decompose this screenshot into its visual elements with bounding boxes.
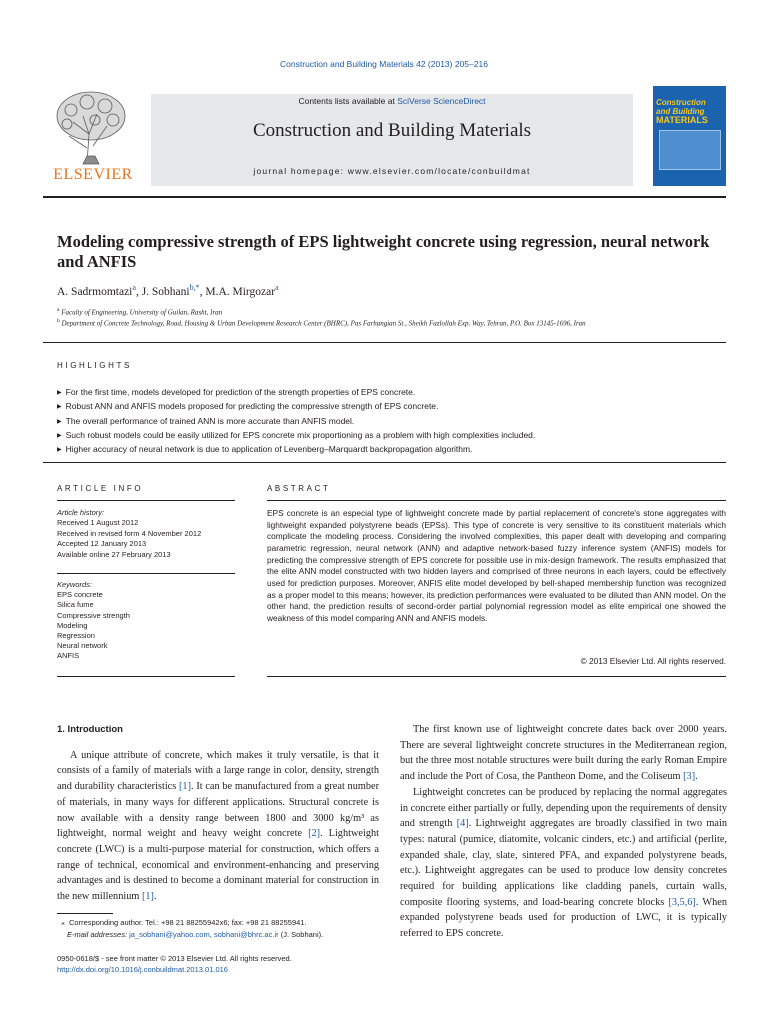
email-note [57,929,379,941]
reference-link[interactable]: [3,5,6] [668,896,696,908]
elsevier-logo[interactable] [43,86,139,186]
cover-artwork [659,130,721,170]
email-separator: , [209,929,214,939]
abstract-heading: ABSTRACT [267,484,331,493]
keyword: Neural network [57,641,108,651]
bottom-meta [57,953,379,975]
keywords-rule [57,573,235,574]
journal-homepage[interactable]: journal homepage: www.elsevier.com/locate/conbuildmat [253,166,531,176]
cover-title-line-1: Construction [656,98,706,107]
author-separator: , [199,285,206,298]
author-affil-mark[interactable]: b,* [189,283,200,292]
footnote-rule [57,913,113,914]
author-affil-mark[interactable]: a [275,283,279,292]
history-accepted: Accepted 12 January 2013 [57,539,147,549]
highlight-item: ▶ Robust ANN and ANFIS models proposed for predicting the compressive strength of EPS concrete. [57,400,727,414]
elsevier-tree-icon [43,86,139,166]
text-run: The first known use of lightweight concrete dates back over 2000 years. There are several lightweight concrete structures in the Mediterranean region, but the three most notable structures were built during the early Roman Empire and include the Port of Cosa, the Pantheon Dome, and the Coliseum [400,724,727,783]
history-label: Article history: [57,508,105,517]
journal-banner [43,86,726,188]
journal-citation[interactable]: Construction and Building Materials 42 (2013) 205–216 [280,59,488,69]
footnote-star: ⁎ [61,918,65,927]
email-link[interactable]: sobhani@bhrc.ac.ir [213,929,279,939]
history-revised: Received in revised form 4 November 2012 [57,528,202,538]
author-separator: , [135,285,142,298]
body-right-column [400,722,727,942]
highlight-item: ▶ Higher accuracy of neural network is due to application of Levenberg–Marquardt backpropagation algorithm. [57,443,727,457]
highlight-item: ▶ Such robust models could be easily utilized for EPS concrete mix proportioning as a problem with high complexities included. [57,429,727,443]
reference-link[interactable]: [1] [179,781,192,793]
text-run: . It can be manufactured from a great number of materials, in many ways for different applications. Structural concrete is now available with a density range between 1800 and 3000 kg/m³ as lightweight, normal weight and heavy weight concrete [57,781,379,840]
cover-title [656,98,724,125]
article-info-heading: ARTICLE INFO [57,484,144,493]
text-run: . [153,891,157,903]
abstract-rule [267,500,726,501]
keywords-list [57,580,237,662]
text-run: . Lightweight concrete (LWC) is a multi-purpose material for construction, which offers a range of technical, economical and environment-enhancing and preserving advantages and is destined to become a dominant material for construction in the new millennium [57,828,379,903]
journal-name: Construction and Building Materials [252,120,532,141]
text-run: A unique attribute of concrete, which makes it truly versatile, is that it consists of a family of materials with a large range in color, density, strength and durability characteristics [57,749,379,793]
section-heading-introduction: 1. Introduction [57,724,123,735]
affiliation-text: Faculty of Engineering, University of Guilan, Rasht, Iran [61,308,223,317]
article-info-rule [57,500,235,501]
affiliation-mark: b [57,318,60,324]
keyword: ANFIS [57,651,80,661]
footnote-text: Corresponding author. Tel.: +98 21 88255942x6; fax: +98 21 88255941. [69,918,307,927]
keyword: EPS concrete [57,590,103,600]
sciencedirect-link[interactable]: SciVerse ScienceDirect [397,96,486,106]
keyword: Compressive strength [57,610,130,620]
body-paragraph [400,722,727,785]
history-received: Received 1 August 2012 [57,518,139,528]
affiliation [57,307,727,316]
body-paragraph [400,785,727,942]
author-name[interactable]: M.A. Mirgozar [205,285,276,298]
affiliation-mark: a [57,307,60,313]
contents-prefix: Contents lists available at [298,96,398,106]
text-run: Lightweight concretes can be produced by replacing the normal aggregates in concrete either partially or fully, depending upon the requirements of density and strength [400,786,728,830]
keyword: Silica fume [57,600,94,610]
author-name[interactable]: J. Sobhani [141,285,190,298]
article-history [57,508,237,560]
text-run: . [695,771,698,783]
affiliation-text: Department of Concrete Technology, Road, Housing & Urban Development Research Center (BHRC), Pas Farhangian St., Sheikh Fazlollah Exp. Way, Tehran, P.O. Box 13145-1696, Iran [61,319,586,328]
abstract-text: EPS concrete is an especial type of lightweight concrete made by partial replacement of concrete's stone aggregates with lightweight expanded polystyrene beads (EPSs). This type of concrete is very sensitive to its constituent materials which complicate the modeling process. Considering the involved complexities, this paper dealt with developing and comparing parametric regression, neural network (ANN) and adaptive network-based fuzzy inference system (ANFIS) models for predicting the compressive strength of EPS concrete for possible use in mix-design framework. The results emphasized that the elite ANN model constructed with two hidden layers and comprised of three neurons in each layers, could be effectively used for prediction purposes. Moreover, ANFIS elite model developed by bell-shaped membership function was recognized as a proper model to this means; however, its prediction performances were evaluated to be diluted than ANN model. On the other hand, the prediction results of second-order partial polynomial regression model as elite empirical one showed the weakness of this model comparing ANN and ANFIS models. [267,508,726,623]
author-name[interactable]: A. Sadrmomtazi [57,285,133,298]
journal-cover[interactable] [653,86,726,186]
contents-line [151,96,633,106]
body-paragraph [57,748,379,905]
footnote [57,917,379,940]
reference-link[interactable]: [3] [683,771,696,783]
header-divider [43,342,726,343]
email-suffix: (J. Sobhani). [278,929,324,939]
keyword: Modeling [57,620,88,630]
reference-link[interactable]: [2] [308,828,321,840]
history-online: Available online 27 February 2013 [57,549,171,559]
doi-link[interactable]: http://dx.doi.org/10.1016/j.conbuildmat.2013.01.016 [57,965,228,974]
email-label: E-mail addresses: [67,929,130,939]
abstract-bottom-rule [267,676,726,677]
highlight-item: ▶ For the first time, models developed for prediction of the strength properties of EPS concrete. [57,386,727,400]
journal-info-box [151,94,633,186]
highlights-list [57,386,727,457]
text-run: . Lightweight aggregates are broadly classified in two main types: natural (pumice, diatomite, volcanic cinders, etc.) and artificial (perlite, expanded shale, clay, slate, sintered PFA, and expanded polystyrene beads, etc.). Lightweight aggregates can be used to produce low density concretes required for building applications like cladding panels, curtain walls, composite flooring systems, and load-bearing concrete blocks [400,818,727,908]
issn-line: 0950-0618/$ - see front matter © 2013 Elsevier Ltd. All rights reserved. [57,954,292,963]
elsevier-wordmark: ELSEVIER [53,166,133,183]
author-affil-mark[interactable]: a [132,283,136,292]
text-run: . When expanded polystyrene beads used for production of LWC, it is typically referred to EPS concrete. [400,896,727,940]
cover-title-line-3: MATERIALS [656,115,708,125]
highlights-divider [43,462,726,463]
reference-link[interactable]: [1] [141,891,154,903]
article-info-bottom-rule [57,676,235,677]
cover-title-line-2: and Building [656,107,705,116]
keyword: Regression [57,631,95,641]
highlight-item: ▶ The overall performance of trained ANN is more accurate than ANFIS model. [57,415,727,429]
copyright-notice: © 2013 Elsevier Ltd. All rights reserved. [580,656,726,666]
body-left-column [57,722,379,905]
keywords-label: Keywords: [57,580,93,589]
highlights-heading: HIGHLIGHTS [57,361,132,370]
email-link[interactable]: ja_sobhani@yahoo.com [129,929,210,939]
affiliation [57,318,727,327]
author-list [57,283,279,298]
article-title: Modeling compressive strength of EPS lightweight concrete using regression, neural network and ANFIS [57,232,710,271]
corresponding-author-note [57,917,379,929]
banner-divider [43,196,726,198]
reference-link[interactable]: [4] [456,818,469,830]
